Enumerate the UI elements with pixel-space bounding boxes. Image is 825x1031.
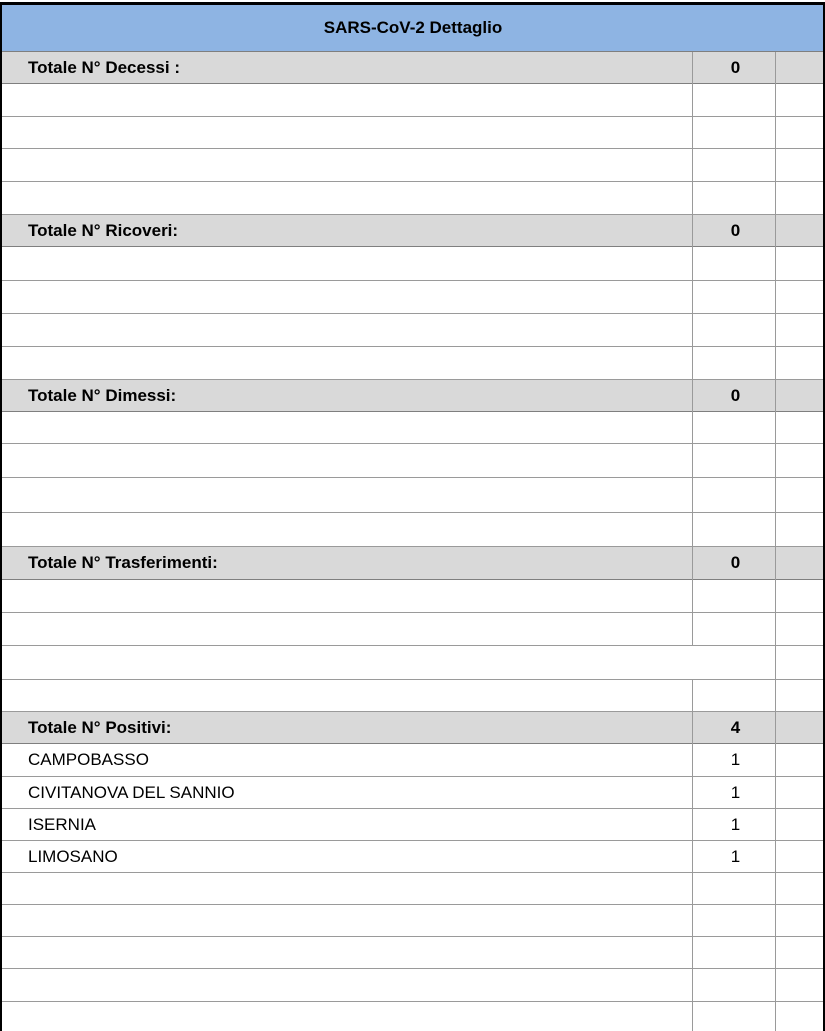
empty-row (2, 412, 824, 444)
empty-row (2, 905, 824, 937)
section-label: Totale N° Trasferimenti: (28, 553, 218, 572)
empty-row (2, 149, 824, 182)
section-value: 0 (730, 385, 741, 405)
data-row (2, 809, 824, 841)
section-label: Totale N° Ricoveri: (28, 220, 179, 240)
comune-name: CIVITANOVA DEL SANNIO (28, 782, 235, 802)
data-row (2, 777, 824, 809)
empty-row (2, 314, 824, 347)
empty-row (2, 182, 824, 215)
section-row-ricoveri (2, 215, 824, 247)
empty-row (2, 281, 824, 314)
empty-row (2, 247, 824, 281)
section-value: 0 (730, 57, 741, 77)
column-divider (692, 680, 693, 1031)
empty-row (2, 873, 824, 905)
section-value: 0 (730, 220, 741, 240)
data-row (2, 841, 824, 873)
comune-count: 1 (730, 846, 741, 866)
section-label: Totale N° Dimessi: (28, 385, 177, 405)
title-row (2, 2, 824, 52)
comune-count: 1 (730, 750, 741, 769)
empty-row (2, 117, 824, 149)
section-row-decessi (2, 52, 824, 84)
section-label: Totale N° Positivi: (28, 717, 172, 737)
section-value: 4 (730, 717, 741, 737)
section-row-positivi (2, 712, 824, 744)
empty-row (2, 84, 824, 117)
empty-row (2, 937, 824, 969)
empty-row (2, 513, 824, 547)
left-border (0, 2, 2, 1031)
comune-name: ISERNIA (28, 814, 97, 834)
empty-row (2, 444, 824, 478)
empty-row (2, 613, 824, 646)
empty-row (2, 969, 824, 1002)
comune-count: 1 (730, 814, 741, 834)
section-row-trasferimenti (2, 547, 824, 580)
empty-row (2, 646, 824, 680)
comune-count: 1 (730, 782, 741, 802)
empty-row (2, 680, 824, 712)
comune-name: LIMOSANO (28, 846, 118, 866)
sheet-title: SARS-CoV-2 Dettaglio (323, 18, 503, 37)
column-divider (775, 52, 776, 1031)
data-row (2, 744, 824, 777)
comune-name: CAMPOBASSO (28, 750, 149, 769)
empty-row (2, 1002, 824, 1031)
empty-row (2, 478, 824, 513)
column-divider (692, 52, 693, 646)
section-label: Totale N° Decessi : (28, 57, 180, 77)
empty-row (2, 347, 824, 380)
section-row-dimessi (2, 380, 824, 412)
section-value: 0 (730, 553, 741, 572)
empty-row (2, 580, 824, 613)
